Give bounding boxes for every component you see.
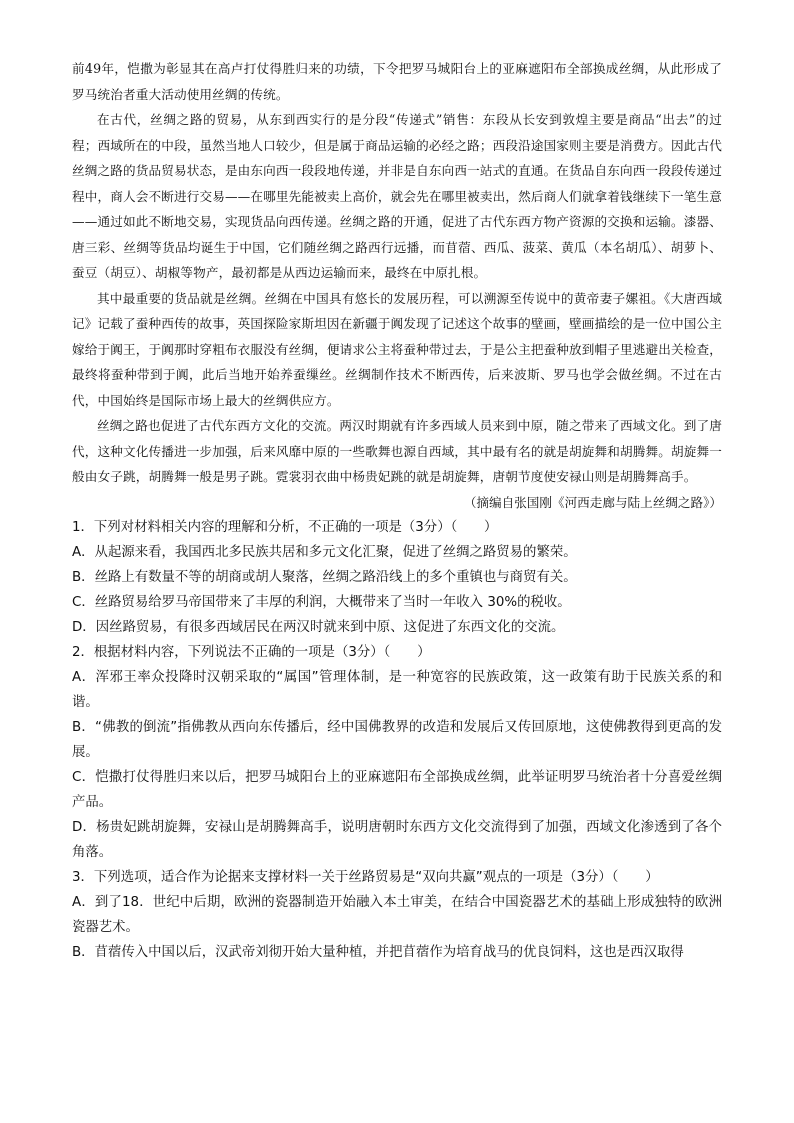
option-d: D．杨贵妃跳胡旋舞，安禄山是胡腾舞高手，说明唐朝时东西方文化交流得到了加强，西域文化渗透到了各个角落。	[72, 819, 722, 860]
option-b: B．丝路上有数量不等的胡商或胡人聚落，丝绸之路沿线上的多个重镇也与商贸有关。	[72, 569, 577, 585]
question-stem: 3．下列选项，适合作为论据来支撑材料一关于丝路贸易是“双向共赢”观点的一项是（3分）（ ）	[72, 869, 659, 885]
question-stem: 2．根据材料内容，下列说法不正确的一项是（3分）（ ）	[72, 644, 431, 660]
option-c: C．恺撒打仗得胜归来以后，把罗马城阳台上的亚麻遮阳布全部换成丝绸，此举证明罗马统治者十分喜爱丝绸产品。	[72, 769, 722, 810]
passage-source: （摘编自张国刚《河西走廊与陆上丝绸之路》）	[463, 494, 722, 510]
passage-paragraph-4: 丝绸之路也促进了古代东西方文化的交流。两汉时期就有许多西域人员来到中原，随之带来了西域文化。到了唐代，这种文化传播进一步加强，后来风靡中原的一些歌舞也源自西域，其中最有名的就是胡旋舞和胡腾舞。胡旋舞一般由女子跳，胡腾舞一般是男子跳。霓裳羽衣曲中杨贵妃跳的就是胡旋舞，唐朝节度使安禄山则是胡腾舞高手。	[72, 418, 722, 484]
passage-paragraph-3: 其中最重要的货品就是丝绸。丝绸在中国具有悠长的发展历程，可以溯源至传说中的黄帝妻子嫘祖。《大唐西域记》记载了蚕种西传的故事，英国探险家斯坦因在新疆于阗发现了记述这个故事的壁画，壁画描绘的是一位中国公主嫁给于阗王，于阗那时穿粗布衣服没有丝绸，便请求公主将蚕种带过去，于是公主把蚕种放到帽子里逃避出关检查，最终将蚕种带到于阗，此后当地开始养蚕缫丝。丝绸制作技术不断西传，后来波斯、罗马也学会做丝绸。不过在古代，中国始终是国际市场上最大的丝绸供应方。	[72, 290, 722, 408]
reading-passage	[72, 56, 722, 515]
option-a: A．浑邪王率众投降时汉朝采取的“属国”管理体制，是一种宽容的民族政策，这一政策有助于民族关系的和谐。	[72, 669, 722, 710]
option-a: A．到了18．世纪中后期，欧洲的瓷器制造开始融入本土审美，在结合中国瓷器艺术的基础上形成独特的欧洲瓷器艺术。	[72, 894, 722, 935]
option-a: A．从起源来看，我国西北多民族共居和多元文化汇聚，促进了丝绸之路贸易的繁荣。	[72, 544, 577, 560]
option-b: B．“佛教的倒流”指佛教从西向东传播后，经中国佛教界的改造和发展后又传回原地，这使佛教得到更高的发展。	[72, 719, 722, 760]
option-b: B．苜蓿传入中国以后，汉武帝刘彻开始大量种植，并把苜蓿作为培育战马的优良饲料，这也是西汉取得	[72, 944, 684, 960]
option-d: D．因丝路贸易，有很多西域居民在两汉时就来到中原、这促进了东西文化的交流。	[72, 619, 565, 635]
passage-paragraph-2: 在古代，丝绸之路的贸易，从东到西实行的是分段“传递式”销售：东段从长安到敦煌主要是商品“出去”的过程；西域所在的中段，虽然当地人口较少，但是属于商品运输的必经之路；西段沿途国家则主要是消费方。因此古代丝绸之路的货品贸易状态，是由东向西一段段地传递，并非是自东向西一站式的直通。在货品自东向西一段段传递过程中，商人会不断进行交易——在哪里先能被卖上高价，就会先在哪里被卖出，然后商人们就拿着钱继续下一笔生意——通过如此不断地交易，实现货品向西传递。丝绸之路的开通，促进了古代东西方物产资源的交换和运输。漆器、唐三彩、丝绸等货品均诞生于中国，它们随丝绸之路西行远播，而苜蓿、西瓜、菠菜、黄瓜（本名胡瓜）、胡萝卜、蚕豆（胡豆）、胡椒等物产，最初都是从西边运输而来，最终在中原扎根。	[72, 112, 722, 280]
option-c: C．丝路贸易给罗马帝国带来了丰厚的利润，大概带来了当时一年收入 30%的税收。	[72, 594, 571, 610]
question-3	[72, 865, 722, 965]
question-2	[72, 640, 722, 865]
question-1	[72, 515, 722, 640]
question-stem: 1．下列对材料相关内容的理解和分析，不正确的一项是（3分）（ ）	[72, 519, 498, 535]
passage-paragraph-1: 前49年，恺撒为彰显其在高卢打仗得胜归来的功绩，下令把罗马城阳台上的亚麻遮阳布全部换成丝绸，从此形成了罗马统治者重大活动使用丝绸的传统。	[72, 61, 722, 102]
